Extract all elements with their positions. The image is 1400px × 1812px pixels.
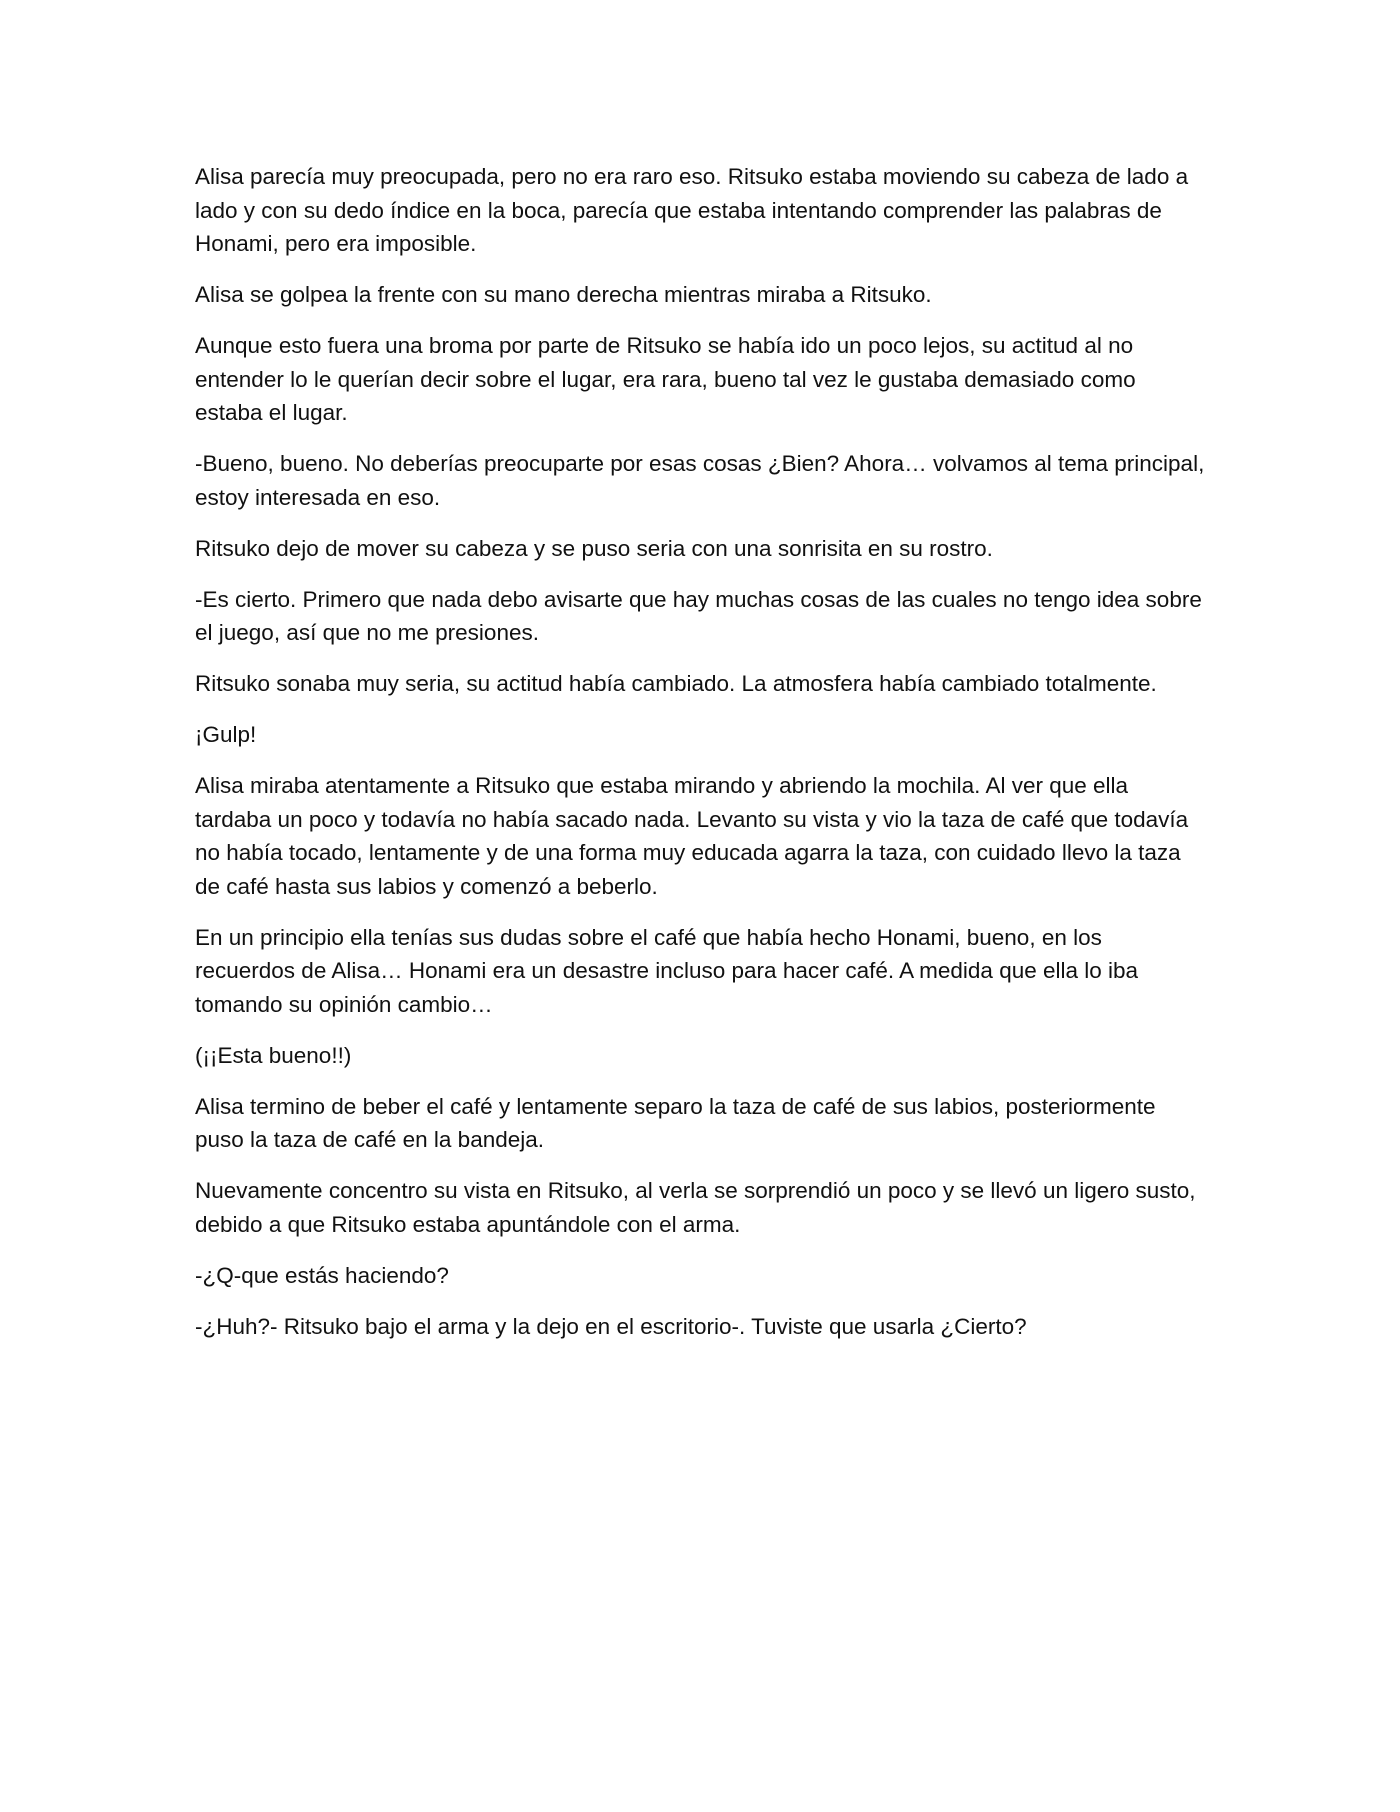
paragraph: -¿Q-que estás haciendo? xyxy=(195,1262,449,1288)
paragraph: Ritsuko dejo de mover su cabeza y se puso seria con una sonrisita en su rostro. xyxy=(195,535,993,561)
paragraph: (¡¡Esta bueno!!) xyxy=(195,1042,352,1068)
paragraph: Alisa parecía muy preocupada, pero no era raro eso. Ritsuko estaba moviendo su cabeza de lado a lado y con su dedo índice en la boca, parecía que estaba intentando comprender las palabras de Honami, pero era imposible. xyxy=(195,164,1189,256)
paragraph: Alisa termino de beber el café y lentamente separo la taza de café de sus labios, posteriormente puso la taza de café en la bandeja. xyxy=(195,1093,1156,1152)
paragraph: Aunque esto fuera una broma por parte de Ritsuko se había ido un poco lejos, su actitud al no entender lo le querían decir sobre el lugar, era rara, bueno tal vez le gustaba demasiado como estaba el lugar. xyxy=(195,333,1136,425)
paragraph: Nuevamente concentro su vista en Ritsuko, al verla se sorprendió un poco y se llevó un ligero susto, debido a que Ritsuko estaba apuntándole con el arma. xyxy=(195,1178,1196,1237)
paragraph: Alisa se golpea la frente con su mano derecha mientras miraba a Ritsuko. xyxy=(195,282,932,307)
paragraph: Alisa miraba atentamente a Ritsuko que estaba mirando y abriendo la mochila. Al ver que ella tardaba un poco y todavía no había sacado nada. Levanto su vista y vio la taza de café que todavía no había tocado, lentamente y de una forma muy educada agarra la taza, con cuidado llevo la taza de café hasta sus labios y comenzó a beberlo. xyxy=(195,773,1189,899)
paragraph: -¿Huh?- Ritsuko bajo el arma y la dejo en el escritorio-. Tuviste que usarla ¿Cierto? xyxy=(195,1313,1027,1339)
paragraph: -Es cierto. Primero que nada debo avisarte que hay muchas cosas de las cuales no tengo idea sobre el juego, así que no me presiones. xyxy=(195,586,1202,645)
paragraph: -Bueno, bueno. No deberías preocuparte por esas cosas ¿Bien? Ahora… volvamos al tema principal, estoy interesada en eso. xyxy=(195,451,1205,510)
document-body xyxy=(195,160,1205,1361)
paragraph: ¡Gulp! xyxy=(195,722,257,747)
paragraph: Ritsuko sonaba muy seria, su actitud había cambiado. La atmosfera había cambiado totalmente. xyxy=(195,671,1157,696)
paragraph: En un principio ella tenías sus dudas sobre el café que había hecho Honami, bueno, en los recuerdos de Alisa… Honami era un desastre incluso para hacer café. A medida que ella lo iba tomando su opinión cambio… xyxy=(195,924,1139,1017)
